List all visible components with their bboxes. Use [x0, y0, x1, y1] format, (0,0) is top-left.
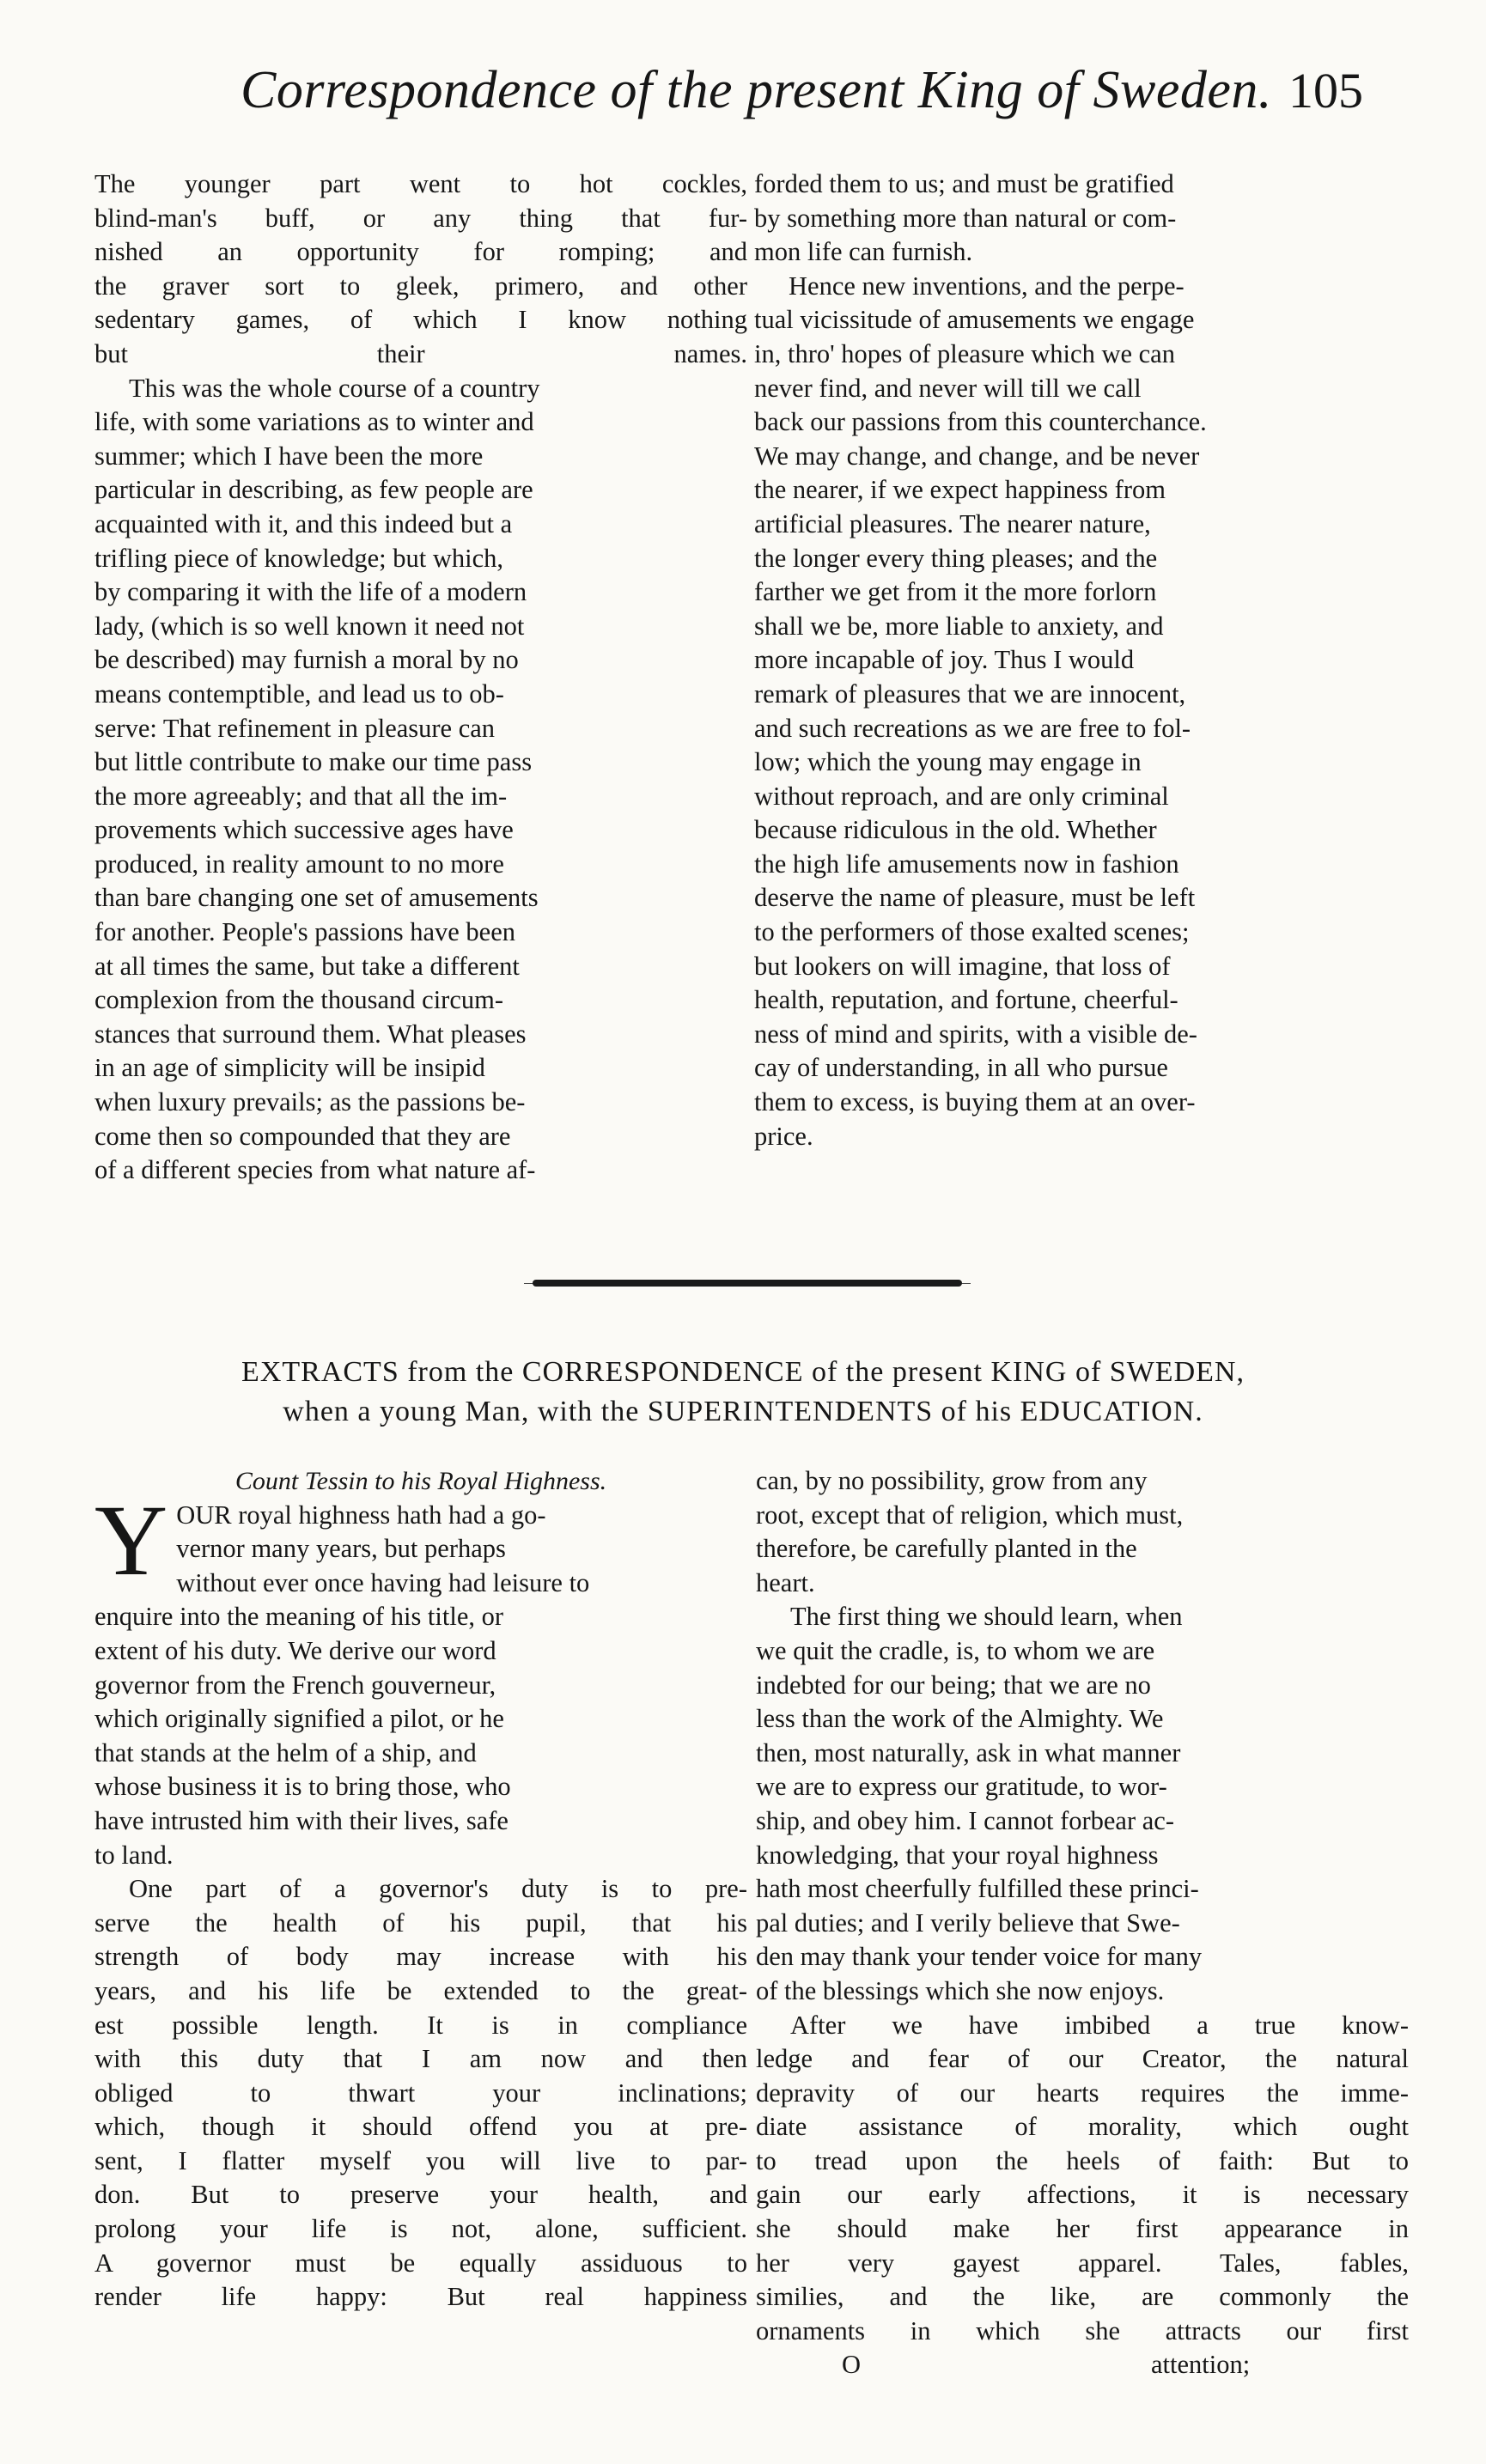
- ornamental-rule: [533, 1280, 962, 1287]
- drop-cap: Y: [94, 1483, 168, 1597]
- paragraph: forded them to us; and must be gratified by something more than natural or com- mon life can furnish.: [754, 169, 1177, 267]
- paragraph: The first thing we should learn, when we quit the cradle, is, to whom we are indebted for our being; that we are no less than the work of the Almighty. We then, most naturally, ask in what manner we are to express our gratitude, to wor- ship, and obey him. I cannot forbear ac- knowledging, that your royal highness hath most cheerfully fulfilled these princi- pal duties; and I verily believe that Swe- den may thank your tender voice for many of the blessings which she now enjoys.: [756, 1602, 1203, 2005]
- page-footer: [756, 2348, 1409, 2382]
- paragraph: can, by no possibility, grow from any root, except that of religion, which must, therefore, be carefully planted in the heart.: [756, 1466, 1184, 1597]
- section-title: [52, 1353, 1434, 1432]
- paragraph: Y OUR royal highness hath had a go- vernor many years, but perhaps without ever once having had leisure to enquire into the meaning of his title, or extent of his duty. We derive our word governor from the French gouverneur, which originally signified a pilot, or he that stands at the helm of a ship, and whose business it is to bring those, who have intrusted him with their lives, safe to land.: [94, 1483, 590, 1870]
- letter-heading: Count Tessin to his Royal Highness.: [234, 1467, 607, 1495]
- section-title-line: when a young Man, with the SUPERINTENDENTS of his EDUCATION.: [283, 1396, 1203, 1427]
- catchword: attention;: [1151, 2350, 1251, 2380]
- letter-column-left: [94, 1464, 747, 2315]
- page-number: 105: [1288, 63, 1363, 119]
- top-column-left: [94, 167, 747, 1188]
- section-title-line: EXTRACTS from the CORRESPONDENCE of the present KING of SWEDEN,: [241, 1356, 1245, 1388]
- letter-column-right: [756, 1464, 1409, 2382]
- signature-mark: O: [842, 2350, 862, 2380]
- top-column-right: [754, 167, 1407, 1153]
- running-head: [0, 60, 1486, 129]
- paragraph: Hence new inventions, and the perpe- tual vicissitude of amusements we engage in, thro' hopes of pleasure which we can never find, and never will till we call back our passions from this counterchance. We may change, and change, and be never the nearer, if we expect happiness from artificial pleasures. The nearer nature, the longer every thing pleases; and the farther we get from it the more forlorn shall we be, more liable to anxiety, and more incapable of joy. Thus I would remark of pleasures that we are innocent, and such recreations as we are free to fol- low; which the young may engage in without reproach, and are only criminal because ridiculous in the old. Whether the high life amusements now in fashion deserve the name of pleasure, must be left to the performers of those exalted scenes; but lookers on will imagine, that loss of health, reputation, and fortune, cheerful- ness of mind and spirits, with a visible de- cay of understanding, in all who pursue them to excess, is buying them at an over- price.: [754, 271, 1207, 1151]
- paragraph: The younger part went to hot cockles, blind-man's buff, or any thing that fur- nished an opportunity for romping; and the graver sort to gleek, primero, and other sedentary games, of which I know nothing but their names.: [94, 169, 747, 368]
- paragraph: This was the whole course of a country life, with some variations as to winter and summer; which I have been the more particular in describing, as few people are acquainted with it, and this indeed but a trifling piece of knowledge; but which, by comparing it with the life of a modern lady, (which is so well known it need not be described) may furnish a moral by no means contemptible, and lead us to ob- serve: That refinement in pleasure can but little contribute to make our time pass the more agreeably; and that all the im- provements which successive ages have produced, in reality amount to no more than bare changing one set of amusements for another. People's passions have been at all times the same, but take a different complexion from the thousand circum- stances that surround them. What pleases in an age of simplicity will be insipid when luxury prevails; as the passions be- come then so compounded that they are of a different species from what nature af-: [94, 373, 540, 1185]
- paragraph: After we have imbibed a true know- ledge and fear of our Creator, the natural depravity of our hearts requires the imme- diate assistance of morality, which ought to tread upon the heels of faith: But to gain our early affections, it is necessary she should make her first appearance in her very gayest apparel. Tales, fables, similies, and the like, are commonly the ornaments in which she attracts our first: [756, 2010, 1409, 2345]
- running-title: Correspondence of the present King of Sweden.: [241, 61, 1272, 119]
- paragraph: One part of a governor's duty is to pre- serve the health of his pupil, that his strength of body may increase with his years, and his life be extended to the great- est possible length. It is in compliance with this duty that I am now and then obliged to thwart your inclinations; which, though it should offend you at pre- sent, I flatter myself you will live to par- don. But to preserve your health, and prolong your life is not, alone, sufficient. A governor must be equally assiduous to render life happy: But real happiness: [94, 1874, 747, 2312]
